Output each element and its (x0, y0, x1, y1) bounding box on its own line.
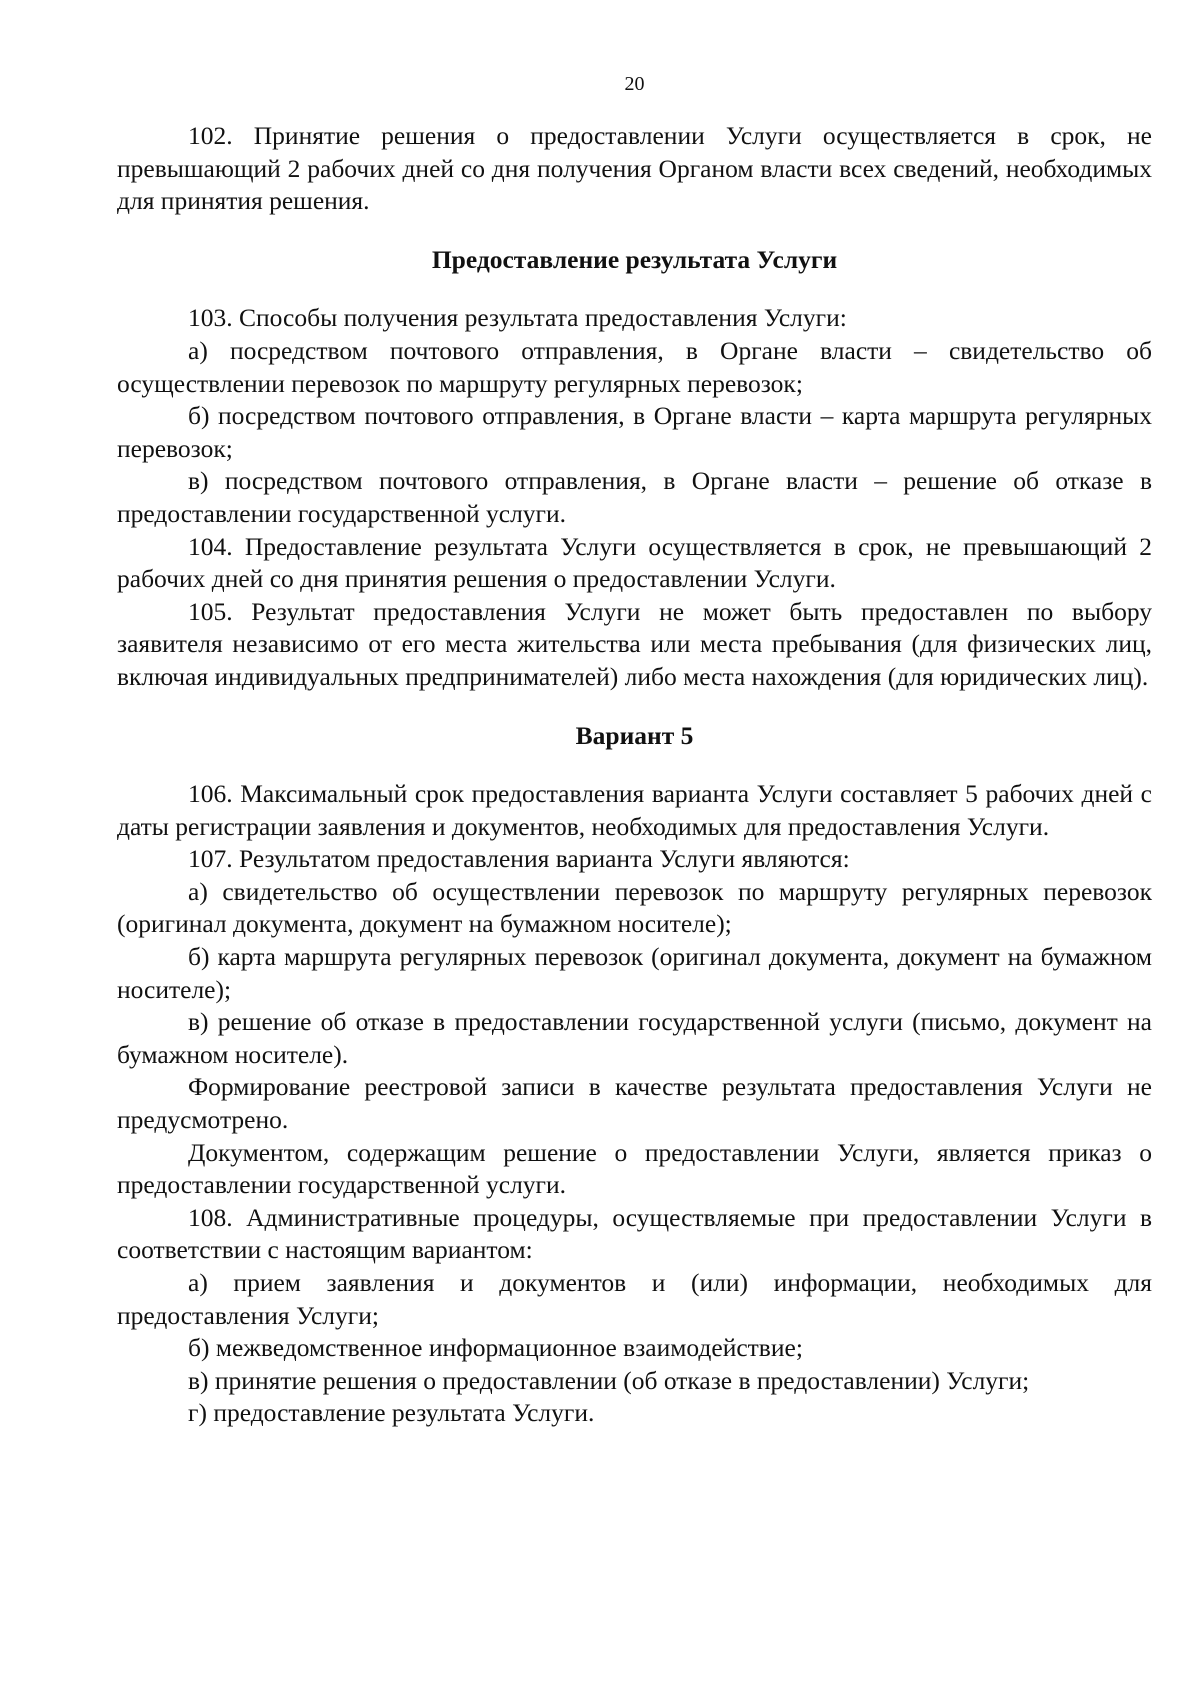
document-body (117, 120, 1152, 1430)
paragraph-108-a: а) прием заявления и документов и (или) информации, необходимых для предоставления Услуги; (117, 1268, 1152, 1330)
paragraph-102: 102. Принятие решения о предоставлении Услуги осуществляется в срок, не превышающий 2 рабочих дней со дня получения Органом власти всех сведений, необходимых для принятия решения. (117, 121, 1152, 216)
paragraph-106: 106. Максимальный срок предоставления варианта Услуги составляет 5 рабочих дней с даты регистрации заявления и документов, необходимых для предоставления Услуги. (117, 779, 1152, 841)
paragraph-108-v: в) принятие решения о предоставлении (об отказе в предоставлении) Услуги; (188, 1365, 1030, 1395)
paragraph-107-b: б) карта маршрута регулярных перевозок (оригинал документа, документ на бумажном носителе); (117, 942, 1152, 1004)
paragraph-103: 103. Способы получения результата предоставления Услуги: (188, 303, 847, 333)
paragraph-108: 108. Административные процедуры, осуществляемые при предоставлении Услуги в соответствии с настоящим вариантом: (117, 1202, 1152, 1265)
paragraph-105: 105. Результат предоставления Услуги не может быть предоставлен по выбору заявителя независимо от его места жительства или места пребывания (для физических лиц, включая индивидуальных предпринимателей) либо места нахождения (для юридических лиц). (117, 596, 1152, 691)
paragraph-107: 107. Результатом предоставления варианта Услуги являются: (188, 844, 850, 874)
paragraph-103-a: а) посредством почтового отправления, в Органе власти – свидетельство об осуществлении перевозок по маршруту регулярных перевозок; (117, 335, 1152, 398)
paragraph-108-b: б) межведомственное информационное взаимодействие; (188, 1333, 803, 1363)
paragraph-104: 104. Предоставление результата Услуги осуществляется в срок, не превышающий 2 рабочих дней со дня принятия решения о предоставлении Услуги. (117, 531, 1152, 594)
paragraph-registry-record: Формирование реестровой записи в качестве результата предоставления Услуги не предусмотрено. (117, 1072, 1152, 1135)
paragraph-108-g: г) предоставление результата Услуги. (188, 1398, 595, 1428)
section-heading-result: Предоставление результата Услуги (431, 244, 838, 274)
paragraph-decision-document: Документом, содержащим решение о предоставлении Услуги, является приказ о предоставлении государственной услуги. (117, 1137, 1152, 1200)
paragraph-103-v: в) посредством почтового отправления, в Органе власти – решение об отказе в предоставлении государственной услуги. (117, 466, 1152, 528)
paragraph-107-a: а) свидетельство об осуществлении перевозок по маршруту регулярных перевозок (оригинал документа, документ на бумажном носителе); (117, 876, 1152, 939)
page-number: 20 (624, 73, 645, 95)
section-heading-variant-5: Вариант 5 (575, 720, 694, 750)
paragraph-107-v: в) решение об отказе в предоставлении государственной услуги (письмо, документ на бумажном носителе). (117, 1007, 1152, 1069)
paragraph-103-b: б) посредством почтового отправления, в Органе власти – карта маршрута регулярных перевозок; (117, 401, 1152, 463)
